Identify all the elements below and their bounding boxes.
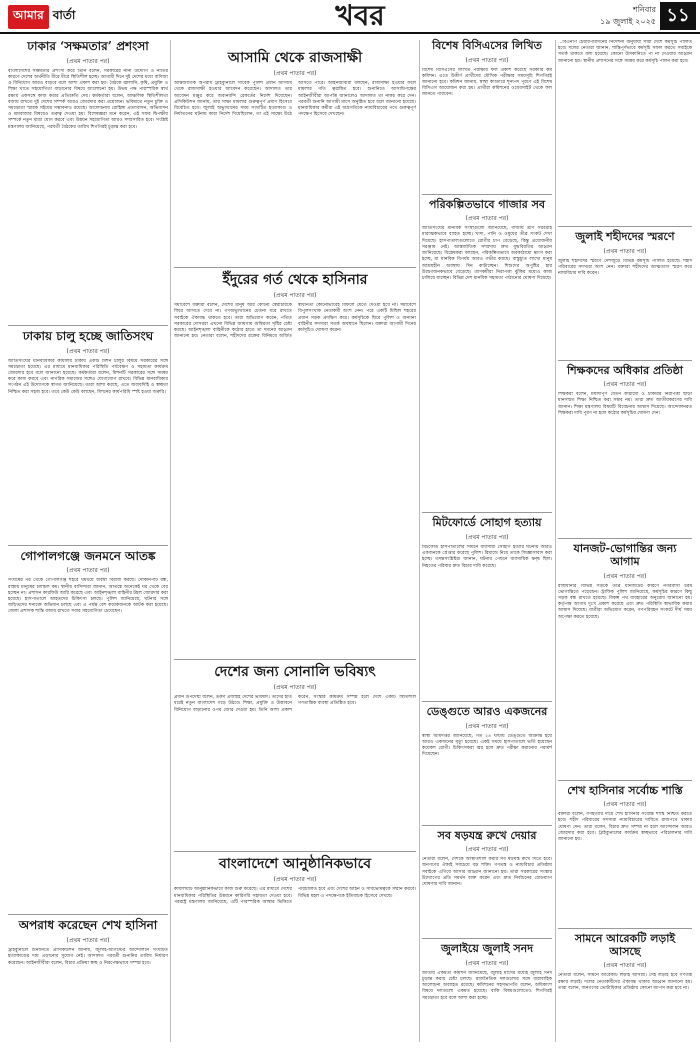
story-headline: ডেঙ্গুতে আরও একজনের bbox=[426, 704, 548, 718]
story-byline: (প্রথম পাতার পর) bbox=[603, 247, 647, 255]
story-byline: (প্রথম পাতার পর) bbox=[465, 533, 509, 541]
story-separator bbox=[422, 701, 552, 702]
story-body: নেতারা বলেন, দেশকে অস্থিতিশীল করার সব ষড়যন্ত্র রুখে দিতে হবে। জনগণের ঐক্যই সবচেয়ে বড় শক্তি। গণতন্ত্র ও ন্যায়বিচার প্রতিষ্ঠায় সবাইকে এগিয়ে আসার আহ্বান জানানো হয়। তারা সরকারের সংস্কার উদ্যোগের প্রতি সমর্থন ব্যক্ত করেন এবং দ্রুত নির্বাচনের রোডম্যাপ ঘোষণার দাবি জানান। bbox=[422, 857, 552, 888]
story-body: বিশেষ বিসিএসের লিখিত পরীক্ষার ফল প্রকাশ করেছে সরকারি কর্ম কমিশন। এতে উত্তীর্ণ প্রার্থীদের মৌখিক পরীক্ষার সময়সূচি শিগগিরই জানানো হবে। কমিশন জানায়, স্বাস্থ্য ক্যাডারে শূন্যপদ পূরণে এই বিশেষ বিসিএস আয়োজন করা হয়। প্রার্থীরা কমিশনের ওয়েবসাইট থেকে ফল জানতে পারবেন। bbox=[422, 67, 552, 98]
story-byline: (প্রথম পাতার পর) bbox=[66, 567, 110, 575]
story bbox=[558, 365, 692, 533]
story-body: স্বাস্থ্য অধিদপ্তর জানিয়েছে, গত ২৪ ঘণ্টায় ডেঙ্গুতে আক্রান্ত হয়ে আরও একজনের মৃত্যু হয়েছে। একই সময়ে হাসপাতালে ভর্তি হয়েছেন কয়েকশ রোগী। চিকিৎসকরা জ্বর হলে দ্রুত পরীক্ষা করানোর পরামর্শ দিয়েছেন। bbox=[422, 733, 552, 758]
story-body: নেতারা বলেন, সামনে আরেকটি লড়াই আসছে। সেই লড়াই হবে গণতন্ত্র রক্ষার লড়াই। দলের নেতাকর্মীদের ঐক্যবদ্ধ থাকার আহ্বান জানানো হয়। তারা বলেন, জনগণের ভোটাধিকার প্রতিষ্ঠায় কোনো আপস করা হবে না। bbox=[558, 973, 692, 991]
story-headline: পরিকল্পিতভাবে গাজার সব bbox=[428, 197, 546, 211]
story-headline: সামনে আরেকটি লড়াই আসছে bbox=[574, 932, 676, 958]
story-byline: (প্রথম পাতার পর) bbox=[603, 572, 647, 580]
story-headline: জুলাই শহীদদের স্মরণে bbox=[575, 230, 675, 243]
story-separator bbox=[8, 914, 168, 915]
newspaper-logo bbox=[8, 6, 79, 28]
story-body: আন্তর্জাতিক অপরাধ ট্রাইব্যুনালে সাবেক পুলিশ প্রধান আসামি থেকে রাজসাক্ষী হওয়ার আবেদন করেছেন। আদালত তার আবেদন মঞ্জুর করে জবানবন্দি রেকর্ডের নির্দেশ দিয়েছেন। প্রসিকিউশন জানায়, তার সাক্ষ্য মামলার গুরুত্বপূর্ণ প্রমাণ হিসেবে বিবেচিত হবে। জুলাই অভ্যুত্থানের সময় সংঘটিত হত্যাকাণ্ড ও নির্যাতনের ঘটনায় কারা নির্দেশ দিয়েছিলেন, তা এই সাক্ষ্যে উঠে আসতে পারে। আইনজীবীরা বলছেন, রাজসাক্ষী হওয়ার ফলে মামলার গতি ত্বরান্বিত হবে। শুনানিতে আসামিপক্ষের আইনজীবীরা আপত্তি জানালেও আদালত তা নাকচ করে দেন। পরবর্তী শুনানি আগামী মাসে অনুষ্ঠিত হবে বলে জানানো হয়েছে। মানবাধিকার কর্মীরা এই অগ্রগতিকে ন্যায়বিচারের পথে গুরুত্বপূর্ণ পদক্ষেপ হিসেবে দেখছেন। bbox=[174, 81, 416, 118]
story-body: ...বিএনপি চেয়ারপারসনের নির্দেশনা অনুযায়ী সারা দেশে কর্মসূচি পালিত হবে। দলের নেতারা জানান, শান্তিপূর্ণভাবে কর্মসূচি সফল করতে সবাইকে সতর্ক থাকতে বলা হয়েছে। কোনো উসকানিতে পা না দেওয়ার আহ্বান জানানো হয়। স্থানীয় প্রশাসনের সঙ্গে সমন্বয় করে কর্মসূচি পালন করা হবে। bbox=[558, 40, 692, 64]
story bbox=[8, 919, 168, 1050]
story-separator bbox=[422, 512, 552, 513]
story-byline: (প্রথম পাতার পর) bbox=[273, 70, 317, 78]
story-headline: যানজট-ভোগান্তির জন্য আগাম bbox=[573, 542, 677, 568]
story-headline: মিটফোর্ডে সোহাগ হত্যায় bbox=[432, 516, 542, 530]
story-separator bbox=[8, 545, 168, 546]
story-byline: (প্রথম পাতার পর) bbox=[66, 57, 110, 65]
story-byline: (প্রথম পাতার পর) bbox=[273, 876, 317, 884]
story bbox=[558, 933, 692, 1050]
story-headline: ঢাকায় চালু হচ্ছে জাতিসংঘ bbox=[22, 328, 154, 343]
story-byline: (প্রথম পাতার পর) bbox=[603, 962, 647, 970]
story bbox=[558, 231, 692, 354]
story bbox=[422, 199, 552, 507]
story bbox=[174, 856, 416, 1037]
story bbox=[558, 543, 692, 773]
story-body: শিক্ষকরা বলেন, মর্যাদাপূর্ণ বেতন কাঠামো ও চাকরির নিরাপত্তা ছাড়া মানসম্মত শিক্ষা নিশ্চিত করা সম্ভব নয়। তারা দ্রুত জাতীয়করণের দাবি জানান। শিক্ষা মন্ত্রণালয় বিষয়টি বিবেচনার আশ্বাস দিয়েছে। আন্দোলনরত শিক্ষকরা দাবি পূরণ না হলে কঠোর কর্মসূচির ঘোষণা দেন। bbox=[558, 392, 692, 416]
story-body: জাতিসংঘের মানবাধিকার কার্যালয় ঢাকায় একটি মিশন চালুর বিষয়ে সরকারের সঙ্গে সমঝোতা হয়েছে। এর মাধ্যমে মানবাধিকার পরিস্থিতি পর্যবেক্ষণ ও সহায়তা কার্যক্রম জোরদার হবে বলে জানানো হয়েছে। কর্মকর্তারা বলেন, মিশনটি সরকারের সঙ্গে সমন্বয় করে কাজ করবে এবং নাগরিক সমাজের সঙ্গেও যোগাযোগ রাখবে। বিভিন্ন মানবাধিকার সংগঠন এই উদ্যোগকে স্বাগত জানিয়েছে। তারা আশা করছে, এতে জবাবদিহি ও স্বচ্ছতা নিশ্চিত করা সহজ হবে। তবে কেউ কেউ বলছেন, মিশনের কার্যপরিধি স্পষ্ট হওয়া জরুরি। bbox=[8, 358, 168, 395]
logo-part2: বার্তা bbox=[52, 8, 76, 22]
day-label: শনিবার bbox=[633, 5, 656, 14]
story bbox=[174, 50, 416, 261]
story-separator bbox=[558, 360, 692, 361]
page-header bbox=[0, 0, 700, 34]
story-headline: ঢাকার ‘সক্ষমতার’ প্রশংসা bbox=[27, 39, 149, 53]
story-byline: (প্রথম পাতার পর) bbox=[465, 846, 509, 854]
date-block bbox=[600, 4, 656, 28]
story-byline: (প্রথম পাতার পর) bbox=[603, 801, 647, 809]
story-byline: (প্রথম পাতার পর) bbox=[603, 381, 647, 389]
story bbox=[8, 550, 168, 909]
story-body: জাতীয় ঐকমত্য কমিশন জানিয়েছে, জুলাই মাসের মধ্যেই জুলাই সনদ চূড়ান্ত করার চেষ্টা চলছে। রাজনৈতিক দলগুলোর সঙ্গে ধারাবাহিক আলোচনা অব্যাহত রয়েছে। কমিশনের সহসভাপতি বলেন, অধিকাংশ বিষয়ে দলগুলো একমত হয়েছে। বাকি বিষয়গুলোতেও শিগগিরই সমঝোতা হবে বলে আশা করা হচ্ছে। bbox=[422, 970, 552, 1001]
story-separator bbox=[422, 825, 552, 826]
story-body: মিটফোর্ড হাসপাতালের সামনে ব্যবসায়ী সোহাগ হত্যার ঘটনায় আরও একজনকে গ্রেপ্তার করেছে পুলিশ। রিমান্ডে নিয়ে তাকে জিজ্ঞাসাবাদ করা হচ্ছে। তদন্তসংশ্লিষ্টরা জানান, ঘটনার পেছনে ব্যবসায়িক দ্বন্দ্ব ছিল। নিহতের পরিবার দ্রুত বিচার দাবি করেছে। bbox=[422, 544, 552, 569]
story-byline: (প্রথম পাতার পর) bbox=[465, 215, 509, 223]
story-separator bbox=[174, 267, 416, 268]
story-body: ট্রাইব্যুনালে শুনানিতে প্রসিকিউশন জানায়, জুলাই-আগস্টের আন্দোলনে সংঘটিত হত্যাকাণ্ডের দায় এড়ানোর সুযোগ নেই। আদালত পরবর্তী শুনানির তারিখ নির্ধারণ করেছেন। আইনজীবীরা বলেন, বিচার প্রক্রিয়া স্বচ্ছ ও নিরপেক্ষভাবে সম্পন্ন হবে। bbox=[8, 948, 168, 966]
story-byline: (প্রথম পাতার পর) bbox=[66, 347, 110, 355]
column-divider bbox=[170, 40, 171, 1042]
story-body: সংঘর্ষের পর থেকে গোপালগঞ্জ শহরে থমথমে অবস্থা বিরাজ করছে। দোকানপাট বন্ধ, রাস্তায় মানুষের চলাচল কম। স্থানীয় বাসিন্দারা জানান, আতঙ্কে অনেকেই ঘর থেকে বের হচ্ছেন না। প্রশাসন কারফিউ জারি করেছে এবং আইনশৃঙ্খলা বাহিনীর টহল জোরদার করা হয়েছে। হাসপাতালে আহতদের চিকিৎসা চলছে। পুলিশ জানিয়েছে, ঘটনার সঙ্গে জড়িতদের শনাক্তে অভিযান চলছে এবং এ পর্যন্ত বেশ কয়েকজনকে আটক করা হয়েছে। জেলা প্রশাসক শান্তি বজায় রাখতে সবার সহযোগিতা চেয়েছেন। bbox=[8, 578, 168, 615]
story-byline: (প্রথম পাতার পর) bbox=[465, 722, 509, 730]
story-byline: (প্রথম পাতার পর) bbox=[273, 292, 317, 300]
story-separator bbox=[558, 538, 692, 539]
section-title: খবর bbox=[335, 0, 385, 32]
story bbox=[174, 272, 416, 653]
story-headline: গোপালগঞ্জে জনমনে আতঙ্ক bbox=[20, 548, 156, 563]
story bbox=[422, 517, 552, 695]
page-number: ১১ bbox=[660, 2, 696, 30]
story bbox=[558, 785, 692, 923]
story-headline: শেখ হাসিনার সর্বোচ্চ শাস্তি bbox=[567, 783, 683, 797]
story-body: সমাবেশে বক্তারা বলেন, দেশের মানুষ আর কোনো স্বৈরাচারকে ফিরে আসতে দেবে না। গণঅভ্যুত্থানের চেতনা ধরে রাখতে সবাইকে ঐক্যবদ্ধ থাকতে হবে। তারা অভিযোগ করেন, পতিত সরকারের দোসররা এখনো বিভিন্ন জায়গায় অস্থিরতা সৃষ্টির চেষ্টা করছে। আইনশৃঙ্খলা বাহিনীকে কঠোর হাতে তা দমনের আহ্বান জানানো হয়। নেতারা বলেন, শহীদদের রক্তের বিনিময়ে অর্জিত স্বাধীনতা কোনোভাবেই বিফলে যেতে দেওয়া হবে না। সমাবেশে বিপুলসংখ্যক নেতাকর্মী অংশ নেন। পরে একটি মিছিল শহরের প্রধান সড়ক প্রদক্ষিণ করে। কর্মসূচিকে ঘিরে পুলিশ ও অন্যান্য বাহিনীর সদস্যরা সতর্ক অবস্থানে ছিলেন। বক্তারা আগামী দিনের কর্মসূচিও ঘোষণা করেন। bbox=[174, 303, 416, 340]
story-headline: জুলাইয়ে জুলাই সনদ bbox=[440, 942, 534, 956]
story-body: জুলাই শহীদদের স্মরণে দেশজুড়ে বিভিন্ন কর্মসূচি পালিত হয়েছে। শহীদ পরিবারের সদস্যরা অংশ নেন। বক্তারা শহীদদের আত্মত্যাগ স্মরণ করে ন্যায়বিচার দাবি করেন। bbox=[558, 258, 692, 277]
story-body: জাতিসংঘের মানবিক সংস্থাগুলো জানিয়েছে, গাজায় ত্রাণ সরবরাহ মারাত্মকভাবে ব্যাহত হচ্ছে। খাদ্য, পানি ও ওষুধের তীব্র সংকট দেখা দিয়েছে। হাসপাতালগুলোতে রোগীর চাপ বেড়েছে, কিন্তু প্রয়োজনীয় সরঞ্জাম নেই। আন্তর্জাতিক সম্প্রদায় দ্রুত যুদ্ধবিরতির আহ্বান জানিয়েছে। বিশ্লেষকরা বলছেন, পরিকল্পিতভাবে অবকাঠামো ধ্বংস করা হচ্ছে, যা মানবিক বিপর্যয় আরও গভীর করছে। বাস্তুচ্যুত লাখো মানুষ আশ্রয়হীন অবস্থায় দিন কাটাচ্ছেন। শিশুদের অপুষ্টির হার উদ্বেগজনকভাবে বেড়েছে। ত্রাণকর্মীরা নিরাপত্তা ঝুঁকির মধ্যেও কাজ চালিয়ে যাচ্ছেন। বিভিন্ন দেশ মানবিক সহায়তা পাঠানোর ঘোষণা দিয়েছে। bbox=[422, 226, 552, 281]
column-4 bbox=[558, 40, 692, 1050]
column-divider bbox=[555, 40, 556, 1042]
story-body: প্রধান উপদেষ্টা বলেন, তরুণ প্রজন্মই দেশের ভবিষ্যৎ। তাদের হাত ধরেই নতুন বাংলাদেশ গড়ে উঠবে। শিক্ষা, প্রযুক্তি ও উদ্ভাবনে বিনিয়োগ বাড়ানোর ওপর জোর দেওয়া হয়। তিনি আশা প্রকাশ করেন, সংস্কার কার্যক্রম সম্পন্ন হলে দেশে একটি স্থিতিশীল গণতান্ত্রিক ব্যবস্থা প্রতিষ্ঠিত হবে। bbox=[174, 695, 416, 713]
story-byline: (প্রথম পাতার পর) bbox=[66, 937, 110, 945]
story bbox=[422, 40, 552, 188]
story-separator bbox=[558, 780, 692, 781]
story-separator bbox=[174, 659, 416, 660]
story-byline: (প্রথম পাতার পর) bbox=[273, 684, 317, 692]
story-headline: আসামি থেকে রাজসাক্ষী bbox=[227, 50, 363, 66]
story-body: কার্যালয়টি আনুষ্ঠানিকভাবে কাজ শুরু করেছে। এর মাধ্যমে দেশের মানবাধিকার পরিস্থিতির উন্নয়নে কারিগরি সহায়তা দেওয়া হবে। পররাষ্ট্র মন্ত্রণালয় জানিয়েছে, এটি পারস্পরিক আস্থার ভিত্তিতে পরিচালিত হবে এবং দেশের আইন ও সার্বভৌমত্বকে সম্মান করবে। বিভিন্ন মহল এ পদক্ষেপকে ইতিবাচক হিসেবে দেখছে। bbox=[174, 887, 416, 905]
story bbox=[8, 330, 168, 539]
column-divider bbox=[419, 40, 420, 1042]
story-separator bbox=[174, 851, 416, 852]
story bbox=[422, 706, 552, 819]
story bbox=[558, 40, 692, 220]
story-body: বাংলাদেশের সক্ষমতার প্রশংসা করে তিনি বলেন, সরকারের নানা উদ্যোগ ও নীতির কারণে দেশের অর্থনীতি ধীরে ধীরে স্থিতিশীল হচ্ছে। আগামী দিনে দুই দেশের মধ্যে বাণিজ্য ও বিনিয়োগ আরও বাড়বে বলে আশা প্রকাশ করা হয়। বৈঠকে জ্বালানি, কৃষি, প্রযুক্তি ও শিক্ষা খাতে সহযোগিতা বাড়ানোর বিষয়ে আলোচনা হয়। উভয় পক্ষ পারস্পরিক স্বার্থ রক্ষায় একসঙ্গে কাজ করার প্রতিশ্রুতি দেয়। কর্মকর্তারা বলেন, আঞ্চলিক স্থিতিশীলতা বজায় রাখতে দুই দেশের সম্পর্ক আরও জোরদার করা প্রয়োজন। ভবিষ্যতে নতুন চুক্তি ও সমঝোতা স্মারক সইয়ের সম্ভাবনাও রয়েছে। আলোচনায় রোহিঙ্গা প্রত্যাবাসন, অভিবাসন ও শ্রমবাজার বিষয়েও গুরুত্ব দেওয়া হয়। বিশেষজ্ঞরা মনে করেন, এই সফর দ্বিপক্ষীয় সম্পর্কে নতুন মাত্রা যোগ করবে এবং উন্নয়ন সহযোগিতা আরও সম্প্রসারিত হবে। সংশ্লিষ্ট মন্ত্রণালয় জানিয়েছে, পরবর্তী বৈঠকের তারিখ শিগগিরই চূড়ান্ত করা হবে। bbox=[8, 68, 168, 130]
column-3 bbox=[422, 40, 552, 1050]
logo-part1: আমার bbox=[8, 5, 49, 29]
story-separator bbox=[558, 226, 692, 227]
story-byline: (প্রথম পাতার পর) bbox=[465, 56, 509, 64]
date-label: ১৯ জুলাই ২০২৫ bbox=[600, 17, 656, 26]
story-headline: বিশেষ বিসিএসের লিখিত bbox=[432, 39, 542, 52]
story-headline: দেশের জন্য সোনালি ভবিষ্যৎ bbox=[214, 664, 376, 681]
story bbox=[8, 40, 168, 319]
story-separator bbox=[558, 928, 692, 929]
story bbox=[174, 664, 416, 845]
story-headline: অপরাধ করেছেন শেখ হাসিনা bbox=[18, 918, 158, 933]
story-separator bbox=[422, 938, 552, 939]
story-body: রাজধানীর বিভিন্ন সড়কে তীব্র যানজটের কারণে নগরবাসী চরম ভোগান্তিতে পড়েছেন। ট্রাফিক পুলিশ জানিয়েছে, কর্মসূচির কারণে কিছু সড়ক বন্ধ রাখতে হয়েছে। বিকল্প পথ ব্যবহারের অনুরোধ জানানো হয়। কর্তৃপক্ষ আগাম দুঃখ প্রকাশ করেছে এবং দ্রুত পরিস্থিতি স্বাভাবিক করার আশ্বাস দিয়েছে। যাত্রীরা অভিযোগ করেন, গণপরিবহন সংকটে দীর্ঘ সময় অপেক্ষা করতে হয়েছে। bbox=[558, 583, 692, 620]
column-2 bbox=[174, 40, 416, 1043]
story-separator bbox=[422, 194, 552, 195]
story-byline: (প্রথম পাতার পর) bbox=[465, 959, 509, 967]
story bbox=[422, 830, 552, 933]
column-1 bbox=[8, 40, 168, 1050]
story-separator bbox=[8, 325, 168, 326]
story-headline: ইঁদুরের গর্ত থেকে হাসিনার bbox=[222, 272, 368, 289]
story-body: বক্তারা বলেন, গণহত্যার দায়ে শেখ হাসিনার সর্বোচ্চ শাস্তি নিশ্চিত করতে হবে। শহীদ পরিবারের সদস্যরা ন্যায়বিচারের দাবিতে রাজপথে থাকার ঘোষণা দেন। তারা বলেন, বিচার দ্রুত সম্পন্ন না হলে আন্দোলন আরও জোরদার করা হবে। ট্রাইব্যুনালের কার্যক্রম স্বচ্ছভাবে পরিচালনার দাবি জানানো হয়। bbox=[558, 812, 692, 843]
story-headline: বাংলাদেশে আনুষ্ঠানিকভাবে bbox=[218, 856, 372, 873]
story-headline: শিক্ষকদের অধিকার প্রতিষ্ঠা bbox=[567, 363, 683, 377]
story bbox=[422, 943, 552, 1050]
story-headline: সব ষড়যন্ত্র রুখে দেয়ার bbox=[437, 828, 537, 842]
